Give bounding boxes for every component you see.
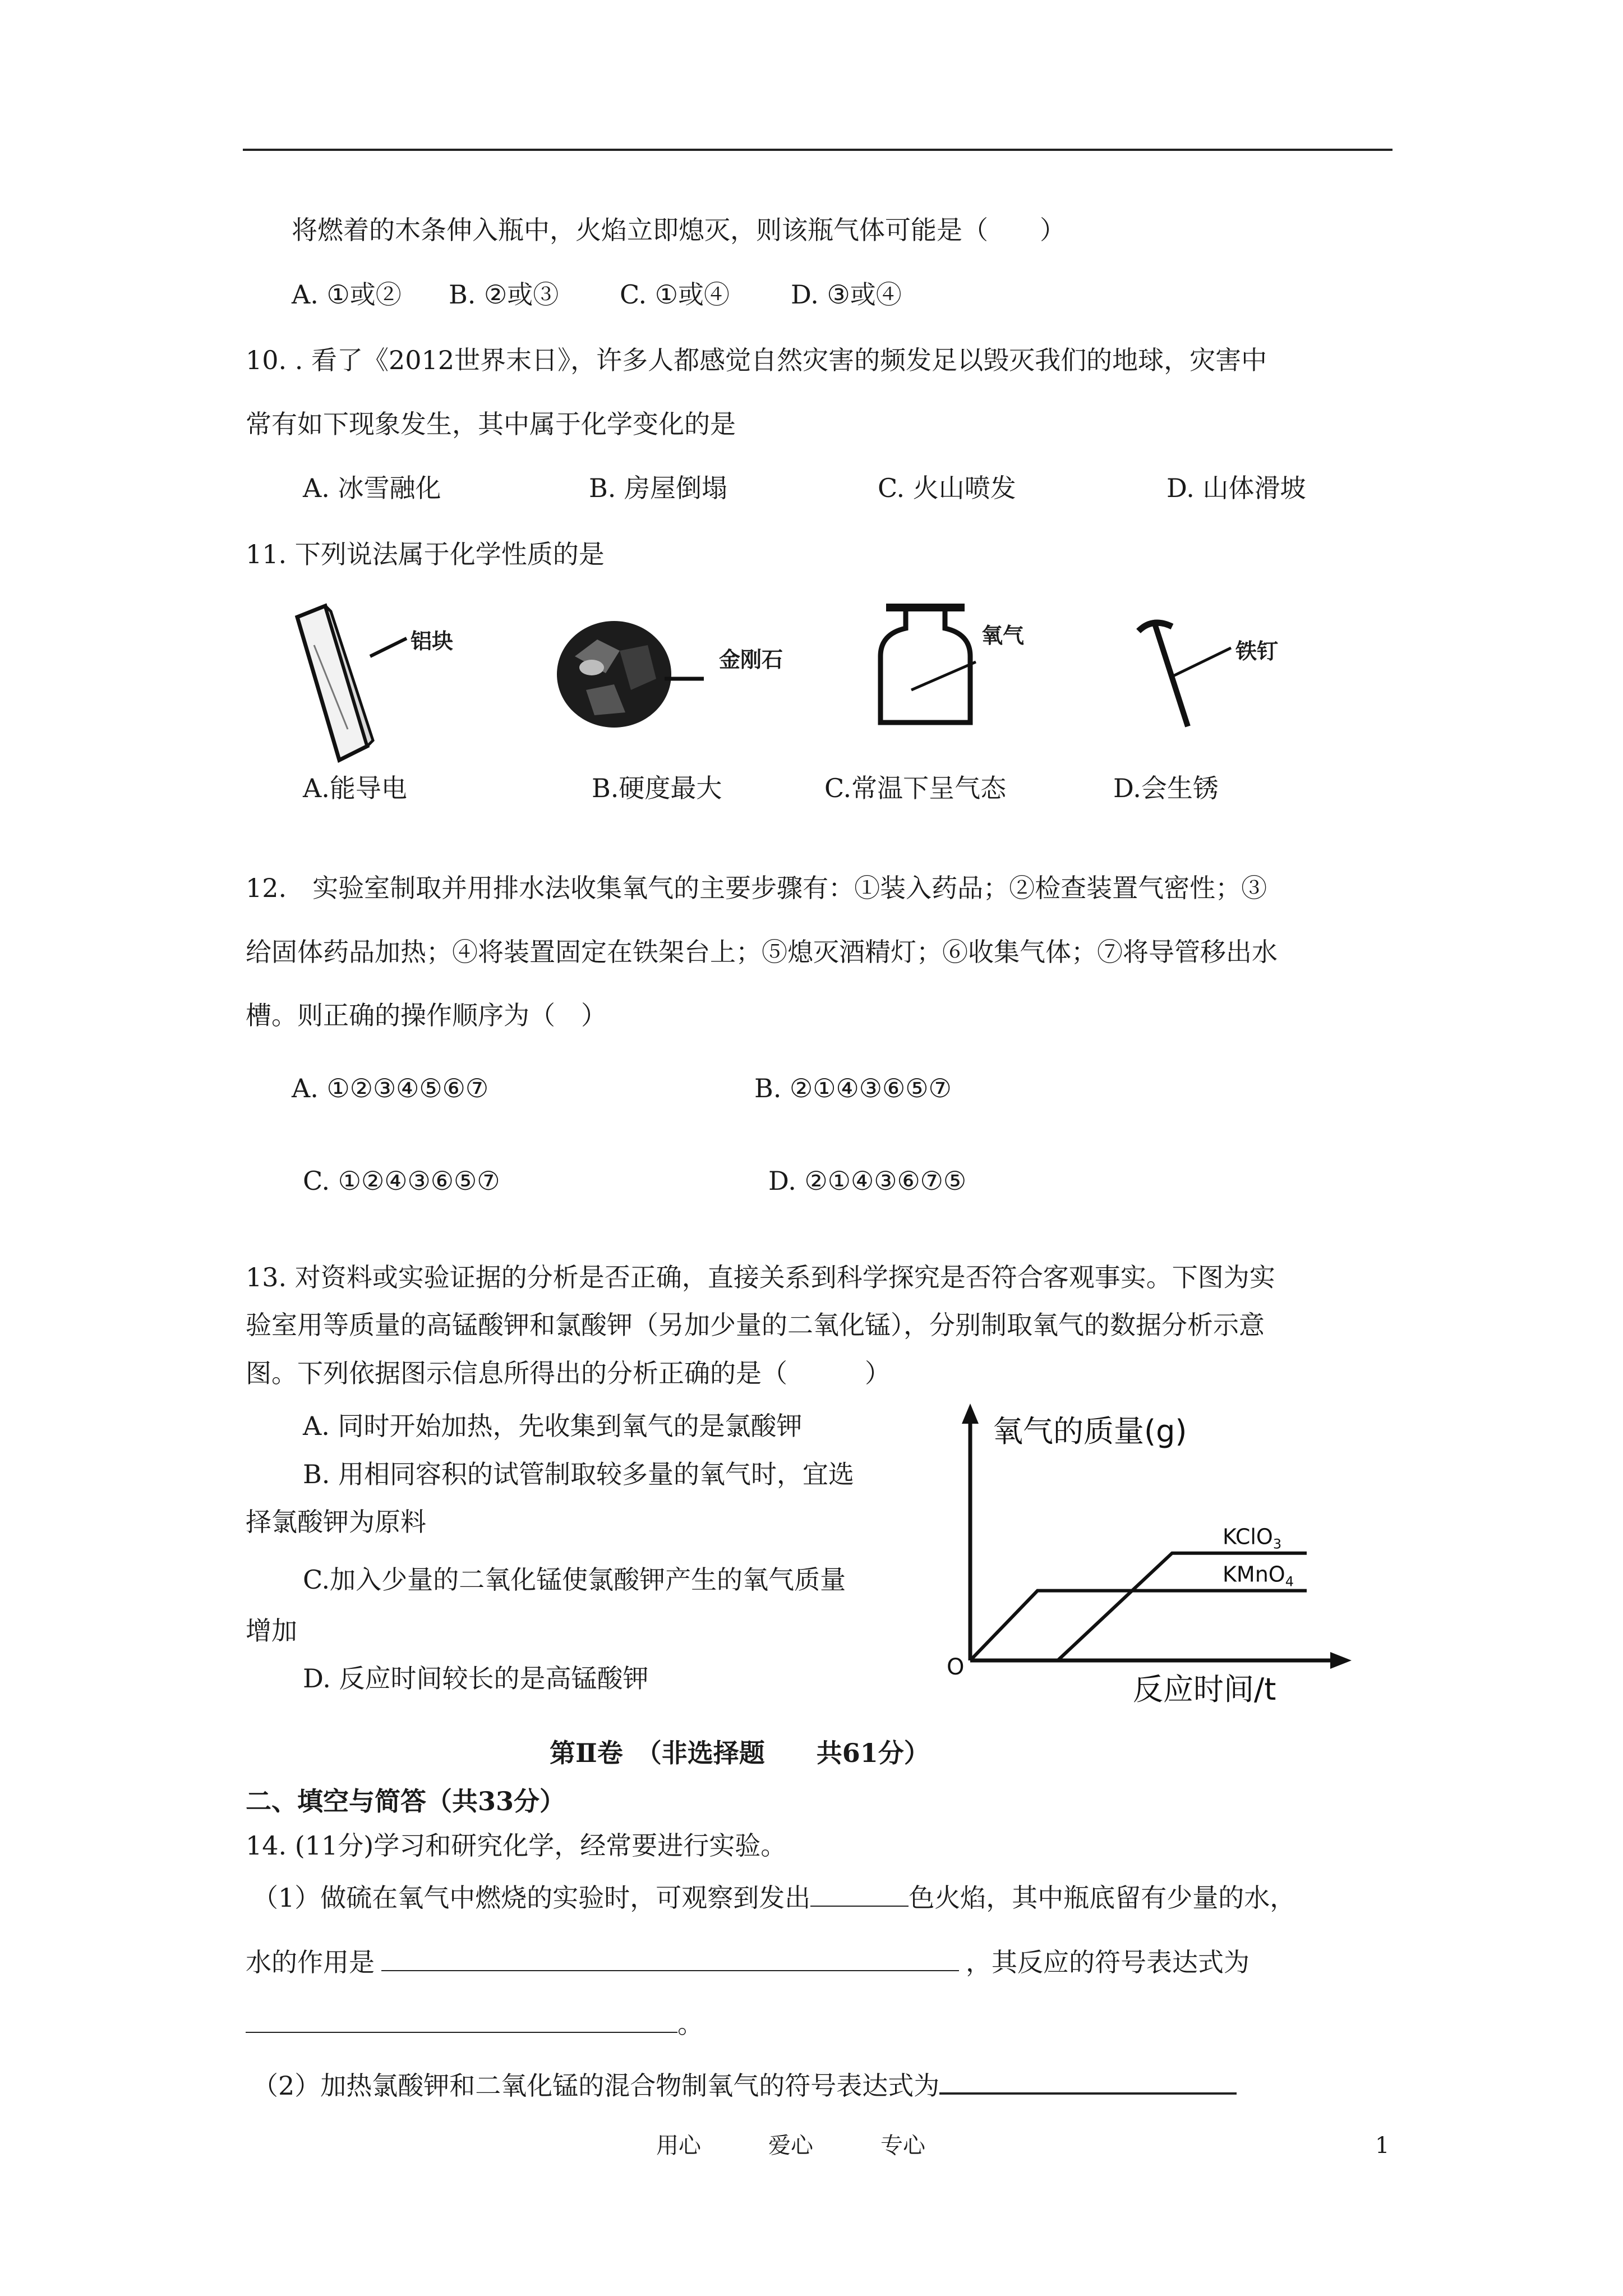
q9-option-b: B. ②或③ bbox=[449, 279, 559, 310]
figure-label-diamond: 金刚石 bbox=[719, 647, 783, 672]
q12-option-c: C. ①②④③⑥⑤⑦ bbox=[303, 1166, 500, 1196]
q13-option-b-line1: B. 用相同容积的试管制取较多量的氧气时，宜选 bbox=[303, 1459, 855, 1489]
q10-line2: 常有如下现象发生，其中属于化学变化的是 bbox=[246, 409, 736, 439]
q12-line2: 给固体药品加热；④将装置固定在铁架台上；⑤熄灭酒精灯；⑥收集气体；⑦将导管移出水 bbox=[246, 937, 1278, 967]
diamond-icon bbox=[552, 611, 732, 740]
q12-line1: 12. 实验室制取并用排水法收集氧气的主要步骤有：①装入药品；②检查装置气密性；③ bbox=[246, 873, 1267, 903]
q11-option-a: A.能导电 bbox=[303, 773, 407, 803]
figure-label-oxygen: 氧气 bbox=[981, 623, 1025, 648]
q14-part1-text-c: 水的作用是 bbox=[246, 1947, 375, 1977]
series-line-kmno4 bbox=[970, 1591, 1307, 1660]
q9-option-d: D. ③或④ bbox=[791, 279, 902, 310]
oxygen-mass-chart bbox=[931, 1397, 1357, 1722]
q9-stem: 将燃着的木条伸入瓶中，火焰立即熄灭，则该瓶气体可能是（ ） bbox=[292, 215, 1066, 245]
iron-nail-icon bbox=[1127, 614, 1273, 738]
part2-title: 第Ⅱ卷 （非选择题 共61分） bbox=[550, 1738, 930, 1768]
origin-label: O bbox=[947, 1654, 965, 1680]
q14-part1-text-e: 。 bbox=[677, 2009, 703, 2039]
q11-option-c: C.常温下呈气态 bbox=[824, 773, 1007, 803]
q13-line1: 13. 对资料或实验证据的分析是否正确，直接关系到科学探究是否符合客观事实。下图为实 bbox=[246, 1262, 1275, 1292]
footer-text-1: 用心 bbox=[656, 2133, 701, 2159]
water-purpose-blank[interactable] bbox=[381, 1945, 959, 1971]
footer-text-3: 专心 bbox=[880, 2133, 925, 2159]
y-axis-arrow bbox=[962, 1404, 979, 1424]
q13-line2: 验室用等质量的高锰酸钾和氯酸钾（另加少量的二氧化锰），分别制取氧气的数据分析示意 bbox=[246, 1310, 1265, 1340]
q10-option-b: B. 房屋倒塌 bbox=[589, 473, 728, 503]
series-label-kmno4: KMnO$_4$ bbox=[1223, 1562, 1294, 1590]
q10-option-c: C. 火山喷发 bbox=[878, 473, 1016, 503]
section-heading: 二、填空与简答（共33分） bbox=[246, 1786, 566, 1816]
q14-part2-text: （2）加热氯酸钾和二氧化锰的混合物制氧气的符号表达式为 bbox=[252, 2070, 940, 2101]
q13-option-b-line2: 择氯酸钾为原料 bbox=[246, 1507, 426, 1537]
q13-option-c-line1: C.加入少量的二氧化锰使氯酸钾产生的氧气质量 bbox=[303, 1565, 846, 1595]
q11-option-d: D.会生锈 bbox=[1113, 773, 1219, 803]
q10-option-a: A. 冰雪融化 bbox=[303, 473, 441, 503]
q13-option-c-line2: 增加 bbox=[246, 1616, 297, 1646]
q13-line3: 图。下列依据图示信息所得出的分析正确的是（ ） bbox=[246, 1358, 891, 1388]
series-label-kclo3: KClO$_3$ bbox=[1223, 1524, 1282, 1552]
q12-line3: 槽。则正确的操作顺序为（ ） bbox=[246, 1000, 607, 1030]
q14-part1-text-a: （1）做硫在氧气中燃烧的实验时，可观察到发出 bbox=[252, 1883, 811, 1913]
q14-part1-line3 bbox=[246, 2007, 703, 2041]
x-axis-arrow bbox=[1330, 1652, 1352, 1669]
figure-label-aluminum: 铝块 bbox=[411, 629, 454, 654]
q9-option-a: A. ①或② bbox=[292, 279, 402, 310]
q12-option-d: D. ②①④③⑥⑦⑤ bbox=[768, 1166, 967, 1196]
q10-option-d: D. 山体滑坡 bbox=[1166, 473, 1306, 503]
x-axis-label: 反应时间/t bbox=[1133, 1672, 1276, 1707]
q12-option-b: B. ②①④③⑥⑤⑦ bbox=[754, 1073, 952, 1103]
header-rule bbox=[243, 149, 1393, 151]
figure-label-nail: 铁钉 bbox=[1235, 639, 1279, 664]
chlorate-equation-blank[interactable] bbox=[939, 2068, 1237, 2095]
color-answer-blank[interactable] bbox=[810, 1881, 909, 1907]
q14-stem: 14. (11分)学习和研究化学，经常要进行实验。 bbox=[246, 1830, 787, 1861]
q11-stem: 11. 下列说法属于化学性质的是 bbox=[246, 539, 605, 569]
q14-part1-line1 bbox=[252, 1881, 1295, 1915]
page-number: 1 bbox=[1375, 2133, 1390, 2159]
q13-option-d: D. 反应时间较长的是高锰酸钾 bbox=[303, 1663, 649, 1694]
sulfur-equation-blank[interactable] bbox=[246, 2007, 677, 2033]
q10-line1: 10. . 看了《2012世界末日》，许多人都感觉自然灾害的频发足以毁灭我们的地球，灾害中 bbox=[246, 345, 1267, 375]
q14-part1-text-d: ，其反应的符号表达式为 bbox=[966, 1947, 1249, 1977]
footer-text-2: 爱心 bbox=[768, 2133, 813, 2159]
q14-part1-line2 bbox=[246, 1945, 1249, 1979]
q14-part1-text-b: 色火焰，其中瓶底留有少量的水， bbox=[909, 1883, 1296, 1913]
y-axis-label: 氧气的质量(g) bbox=[993, 1414, 1187, 1449]
q14-part2-line bbox=[252, 2068, 1237, 2102]
q13-option-a: A. 同时开始加热，先收集到氧气的是氯酸钾 bbox=[303, 1411, 803, 1441]
q9-option-c: C. ①或④ bbox=[620, 279, 730, 310]
q12-option-a: A. ①②③④⑤⑥⑦ bbox=[292, 1073, 489, 1103]
q11-option-b: B.硬度最大 bbox=[592, 773, 722, 803]
